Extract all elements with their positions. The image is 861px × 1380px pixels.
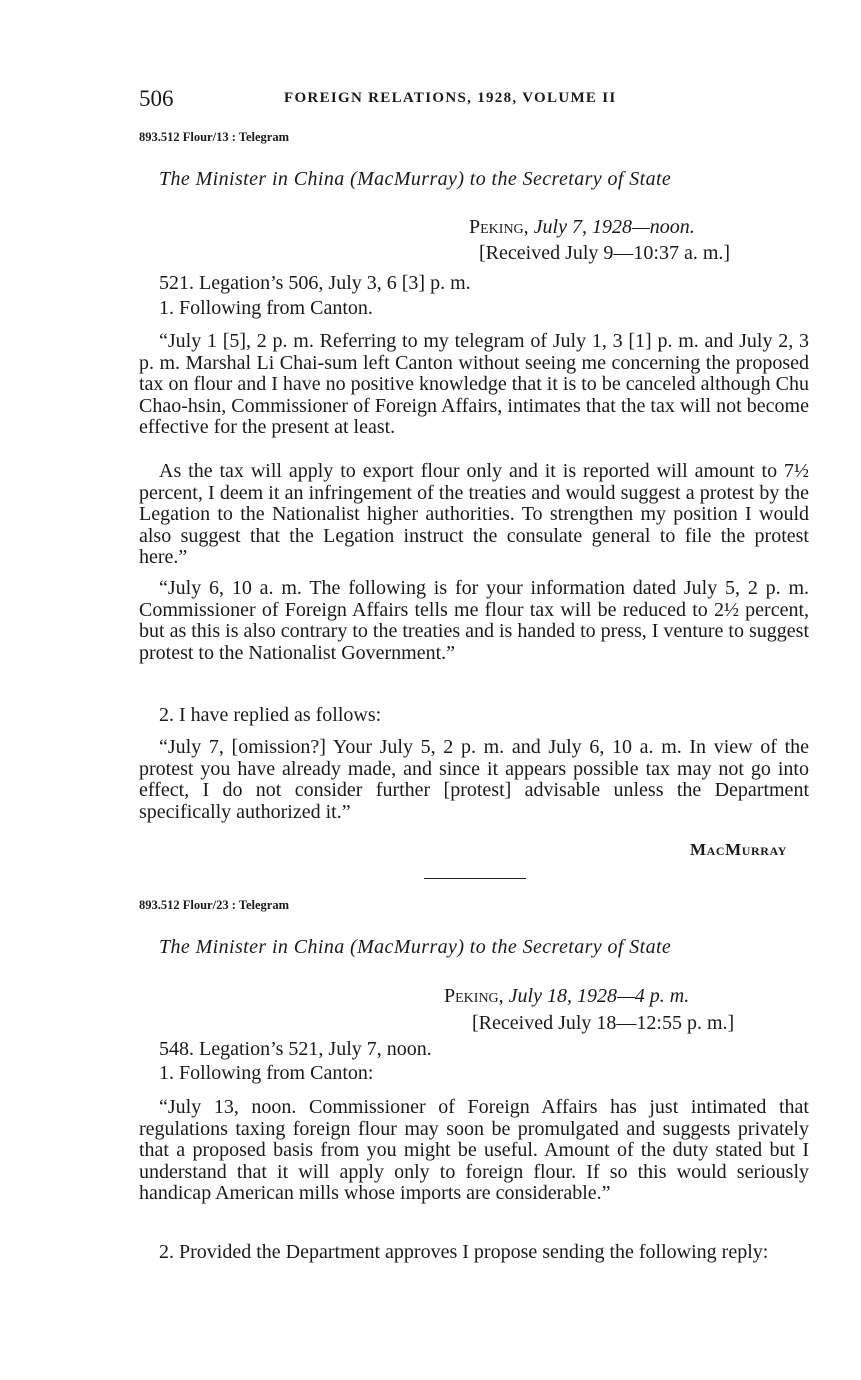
telegram-number-1: 521. Legation’s 506, July 3, 6 [3] p. m.	[159, 272, 471, 294]
body-paragraph: “July 7, [omission?] Your July 5, 2 p. m. and July 6, 10 a. m. In view of the protest you have already made, and since it appears possible tax may not go into effect, I do not consider further [protest] advisable unless the Department specifically authorized it.”	[139, 736, 809, 823]
page-number: 506	[139, 86, 174, 111]
document-title-1: The Minister in China (MacMurray) to the Secretary of State	[159, 168, 672, 190]
received-line-1: [Received July 9—10:37 a. m.]	[479, 242, 731, 264]
document-title-2: The Minister in China (MacMurray) to the Secretary of State	[159, 936, 672, 958]
following-line-1: 1. Following from Canton.	[159, 297, 373, 319]
dateline-date: July 7, 1928—noon.	[533, 216, 695, 238]
body-paragraph: “July 6, 10 a. m. The following is for your information dated July 5, 2 p. m. Commissioner of Foreign Affairs tells me flour tax will be reduced to 2½ percent, but as this is also contrary to the treaties and is handed to press, I venture to suggest protest to the Nationalist Government.”	[139, 577, 809, 664]
dateline-2	[444, 985, 689, 1008]
body-paragraph: 2. I have replied as follows:	[159, 704, 382, 726]
file-reference-2: 893.512 Flour/23 : Telegram	[139, 898, 289, 912]
dateline-date: July 18, 1928—4 p. m.	[508, 985, 690, 1007]
body-paragraph: 2. Provided the Department approves I propose sending the following reply:	[159, 1241, 769, 1263]
dateline-1	[469, 216, 695, 239]
body-paragraph: “July 13, noon. Commissioner of Foreign Affairs has just intimated that regulations taxing foreign flour may soon be promulgated and suggests privately that a proposed basis from you might be useful. Amount of the duty stated but I understand that it will apply only to foreign flour. If so this would seriously handicap American mills whose imports are considerable.”	[139, 1096, 809, 1204]
signature-1: MacMurray	[689, 840, 787, 859]
body-paragraph: As the tax will apply to export flour only and it is reported will amount to 7½ percent, I deem it an infringement of the treaties and would suggest a protest by the Legation to the Nationalist higher authorities. To strengthen my position I would also suggest that the Legation instruct the consulate general to file the protest here.”	[139, 460, 809, 568]
following-line-2: 1. Following from Canton:	[159, 1062, 374, 1084]
running-head: FOREIGN RELATIONS, 1928, VOLUME II	[284, 90, 617, 106]
section-divider	[424, 878, 526, 879]
received-line-2: [Received July 18—12:55 p. m.]	[472, 1012, 735, 1034]
file-reference-1: 893.512 Flour/13 : Telegram	[139, 130, 289, 144]
page-header	[139, 86, 809, 116]
telegram-number-2: 548. Legation’s 521, July 7, noon.	[159, 1038, 432, 1060]
dateline-place: Peking,	[444, 985, 504, 1007]
dateline-place: Peking,	[469, 216, 529, 238]
body-paragraph: “July 1 [5], 2 p. m. Referring to my telegram of July 1, 3 [1] p. m. and July 2, 3 p. m. Marshal Li Chai-sum left Canton without seeing me concerning the proposed tax on flour and I have no positive knowledge that it is to be canceled although Chu Chao-hsin, Commissioner of Foreign Affairs, intimates that the tax will not become effective for the present at least.	[139, 330, 809, 438]
